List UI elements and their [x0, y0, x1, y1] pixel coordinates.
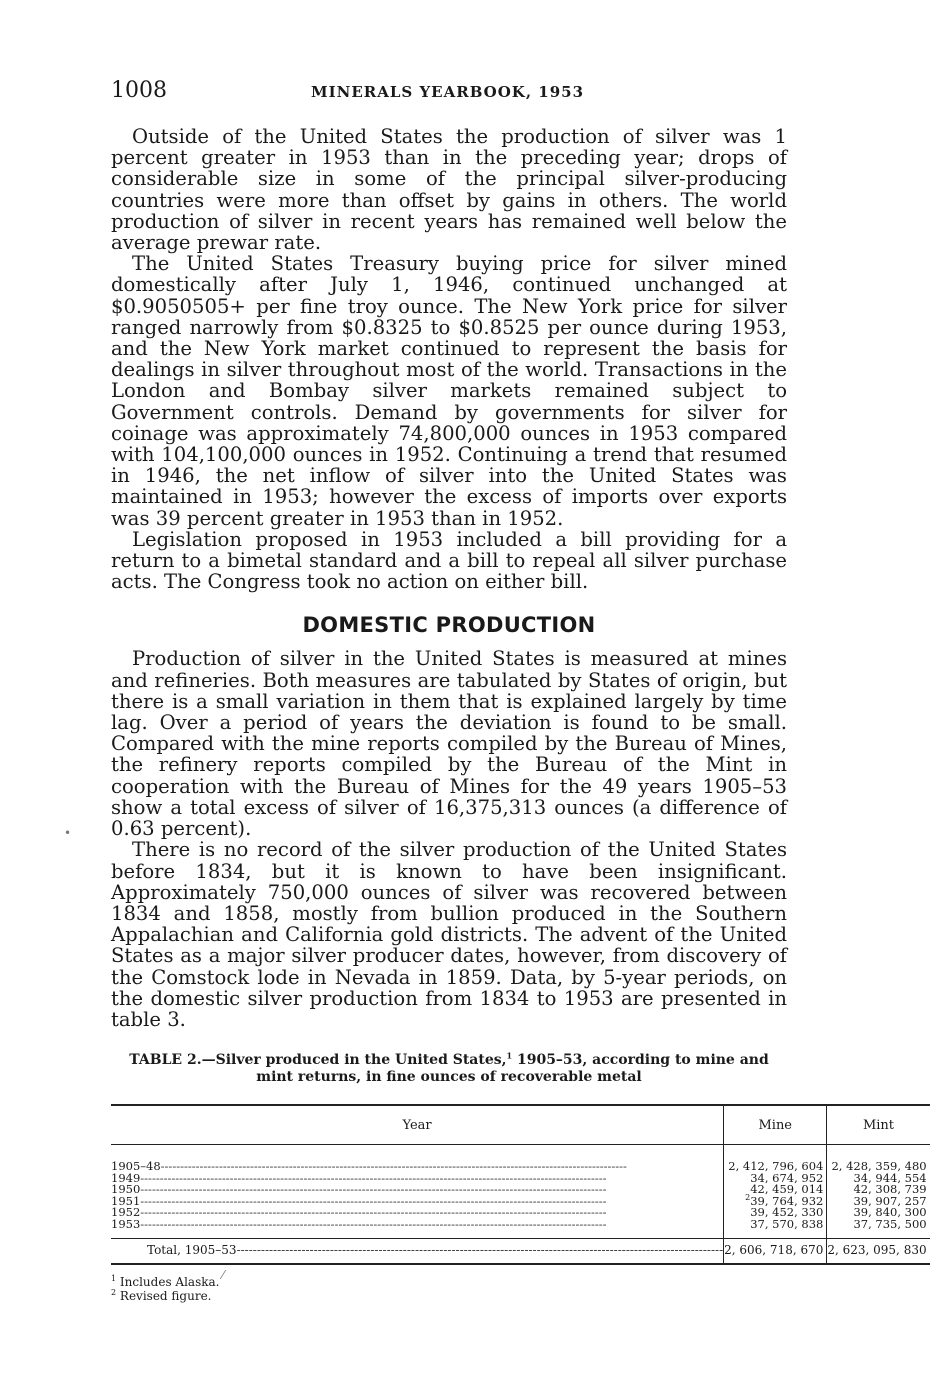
dot-leader: ------------------------------------------------------------------------------------------------------------------------ [140, 1205, 607, 1220]
table-caption-text-cont: 1905–53, according to mine and [512, 1052, 769, 1069]
mine-value: 34, 674, 952 [750, 1170, 824, 1185]
footnote-mark: 2 [111, 1287, 117, 1297]
row-mint-value: 39, 840, 300 [827, 1207, 930, 1219]
table-row [111, 1219, 930, 1239]
column-header-year: Year [111, 1105, 724, 1145]
page-number: 1008 [111, 78, 167, 103]
dot-leader: ------------------------------------------------------------------------------------------------------------------------ [140, 1216, 607, 1231]
section-heading: DOMESTIC PRODUCTION [302, 613, 596, 638]
footnote [111, 1275, 787, 1289]
silver-production-table [111, 1104, 930, 1265]
mine-value: 42, 459, 014 [750, 1182, 824, 1197]
running-head: MINERALS YEARBOOK, 1953 [311, 83, 585, 101]
table-caption-line2: mint returns, in fine ounces of recoverable metal [256, 1069, 642, 1086]
row-mint-value: 37, 735, 500 [827, 1219, 930, 1239]
paragraph-history: There is no record of the silver production of the United States before 1834, but it is known to have been insignificant. Approximately 750,000 ounces of silver was recovered between 1834 and 1858, mostly from bullion produced in the Southern Appalachian and California gold districts. The advent of the United States as a major silver producer dates, however, from discovery of the Comstock lode in Nevada in 1859. Data, by 5-year periods, on the domestic silver production from 1834 to 1953 are presented in table 3. [111, 838, 787, 1031]
row-year [111, 1216, 724, 1239]
row-mint-value: 2, 428, 359, 480 [827, 1145, 930, 1173]
scan-speck: • [64, 826, 72, 840]
table-caption [111, 1052, 787, 1086]
row-mint-value: 34, 944, 554 [827, 1173, 930, 1185]
row-year-label: 1953 [111, 1216, 141, 1231]
mine-value: 2, 412, 796, 604 [728, 1159, 824, 1174]
row-year-label: 1951 [111, 1193, 141, 1208]
mine-value: 39, 452, 330 [750, 1205, 824, 1220]
dot-leader: ------------------------------------------------------------------------------------------------------------------------ [140, 1170, 607, 1185]
mine-value: 37, 570, 838 [750, 1216, 824, 1231]
row-mine-value [724, 1216, 827, 1239]
column-header-mine: Mine [724, 1105, 827, 1145]
total-mint-value: 2, 623, 095, 830 [827, 1239, 930, 1264]
paragraph-treasury-price: The United States Treasury buying price for silver mined domestically after July 1, 1946, continued unchanged at $0.9050505+ per fine troy ounce. The New York price for silver ranged narrowly from $0.8325 to $0.8525 per ounce during 1953, and the New York market continued to represent the basis for dealings in silver throughout most of the world. Transactions in the London and Bombay silver markets remained subject to Government controls. Demand by governments for silver for coinage was approximately 74,800,000 ounces in 1953 compared with 104,100,000 ounces in 1952. Continuing a trend that resumed in 1946, the net inflow of silver into the United States was maintained in 1953; however the excess of imports over exports was 39 percent greater in 1953 than in 1952. [111, 252, 787, 530]
page-header [111, 78, 787, 112]
table-caption-text: TABLE 2.—Silver produced in the United States, [129, 1052, 507, 1069]
paragraph-measurement: Production of silver in the United States is measured at mines and refineries. Both measures are tabulated by States of origin, but there is a small variation in them that is explained largely by time lag. Over a period of years the deviation is found to be small. Compared with the mine reports compiled by the Bureau of Mines, the refinery reports compiled by the Bureau of the Mint in cooperation with the Bureau of Mines for the 49 years 1905–53 show a total excess of silver of 16,375,313 ounces (a difference of 0.63 percent). [111, 647, 787, 841]
table-footnotes [111, 1275, 787, 1303]
row-year [111, 1145, 724, 1173]
table-header-row [111, 1105, 930, 1145]
total-label [111, 1239, 724, 1264]
footnote-marker: 1 [506, 1050, 513, 1061]
row-mine-value [724, 1145, 827, 1173]
domestic-section [111, 648, 787, 1030]
dot-leader: ------------------------------------------------------------------------------------------------------------------------ [140, 1182, 607, 1197]
document-page [111, 78, 927, 1303]
paragraph-world-production: Outside of the United States the production of silver was 1 percent greater in 1953 than in the preceding year; drops of considerable size in some of the principal silver-producing countries were more than offset by gains in others. The world production of silver in recent years has remained well below the average prewar rate. [111, 125, 787, 255]
footnote-text: Includes Alaska. [116, 1274, 220, 1289]
row-year-label: 1950 [111, 1182, 141, 1197]
dot-leader: ------------------------------------------------------------------------------------------------------------------------ [160, 1159, 627, 1174]
scan-mark: ⁄ [222, 1268, 225, 1282]
footnote-mark: 1 [111, 1273, 117, 1283]
total-label-text: Total, 1905–53 [147, 1243, 237, 1258]
footnote-marker: 2 [745, 1192, 751, 1202]
row-mint-value: 39, 907, 257 [827, 1196, 930, 1208]
footnote [111, 1289, 787, 1303]
intro-section [111, 126, 787, 592]
row-year-label: 1905–48 [111, 1159, 161, 1174]
row-year-label: 1949 [111, 1170, 141, 1185]
total-mine-value: 2, 606, 718, 670 [724, 1239, 827, 1264]
dot-leader: ------------------------------------------------------------------------------------------------------------------------ [236, 1243, 724, 1258]
dot-leader: ------------------------------------------------------------------------------------------------------------------------ [140, 1193, 607, 1208]
paragraph-legislation: Legislation proposed in 1953 included a bill providing for a return to a bimetal standard and a bill to repeal all silver purchase acts. The Congress took no action on either bill. [111, 527, 787, 594]
table-row [111, 1145, 930, 1173]
column-header-mint: Mint [827, 1105, 930, 1145]
footnote-text: Revised figure. [116, 1288, 212, 1303]
row-mint-value: 42, 308, 739 [827, 1184, 930, 1196]
mine-value: 39, 764, 932 [750, 1193, 824, 1208]
table-total-row [111, 1239, 930, 1264]
row-year-label: 1952 [111, 1205, 141, 1220]
